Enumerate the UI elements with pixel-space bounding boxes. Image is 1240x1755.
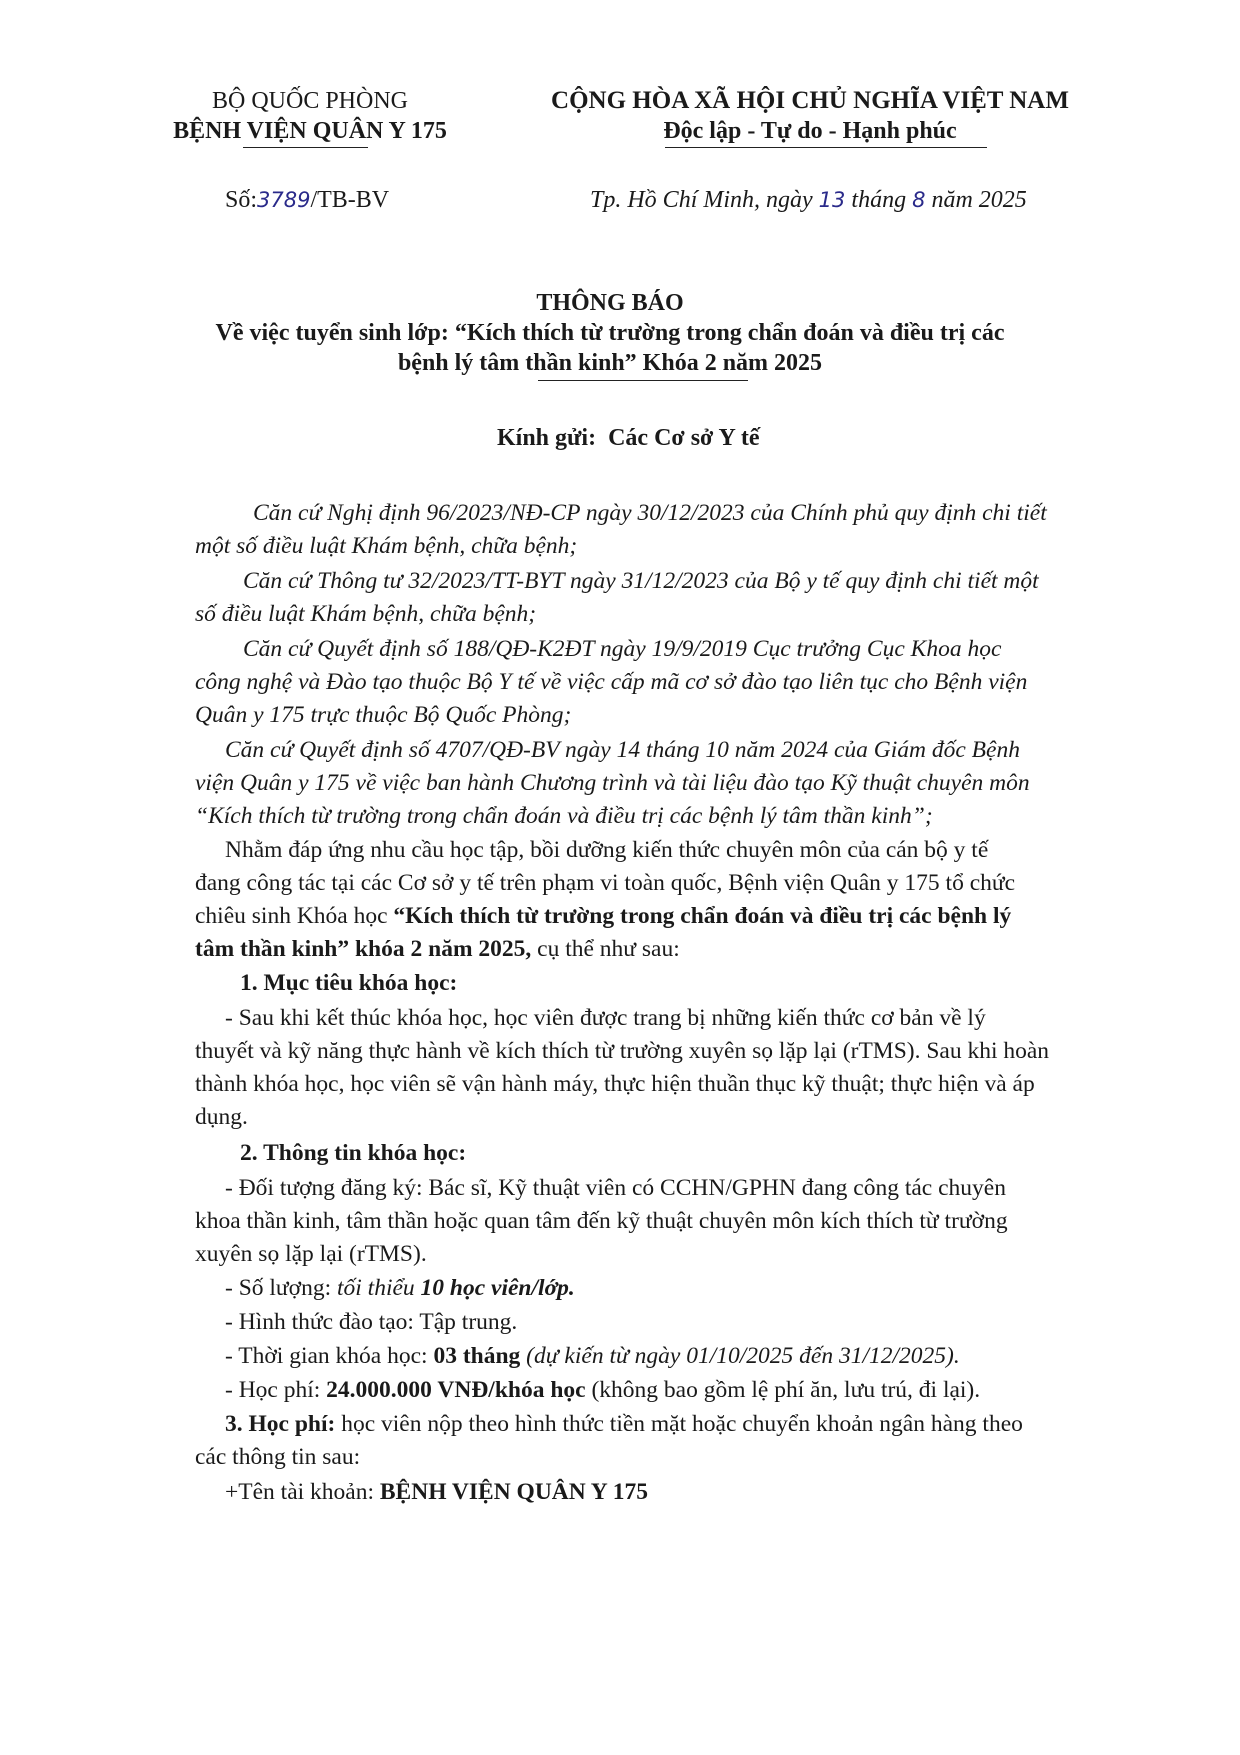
- intro-line-2: đang công tác tại các Cơ sở y tế trên phạm vi toàn quốc, Bệnh viện Quân y 175 tổ chức: [195, 870, 1016, 896]
- notice-heading: THÔNG BÁO: [536, 290, 684, 316]
- basis-1-line-2: một số điều luật Khám bệnh, chữa bệnh;: [195, 533, 578, 559]
- basis-1-line-1: Căn cứ Nghị định 96/2023/NĐ-CP ngày 30/12/2023 của Chính phủ quy định chi tiết: [253, 500, 1047, 526]
- section-2-audience-2: khoa thần kinh, tâm thần hoặc quan tâm đến kỹ thuật chuyên môn kích thích từ trường: [195, 1208, 1008, 1234]
- notice-subject-line-2: bệnh lý tâm thần kinh” Khóa 2 năm 2025: [397, 350, 823, 376]
- title-underline: [538, 380, 748, 381]
- section-2-quantity: - Số lượng: tối thiểu 10 học viên/lớp.: [225, 1275, 575, 1301]
- basis-2-line-1: Căn cứ Thông tư 32/2023/TT-BYT ngày 31/12/2023 của Bộ y tế quy định chi tiết một: [243, 568, 1039, 594]
- section-1-line-4: dụng.: [195, 1104, 248, 1130]
- ministry-name: BỘ QUỐC PHÒNG: [211, 88, 409, 114]
- section-3-title: 3. Học phí: học viên nộp theo hình thức tiền mặt hoặc chuyển khoản ngân hàng theo: [225, 1411, 1023, 1437]
- intro-line-1: Nhằm đáp ứng nhu cầu học tập, bồi dưỡng kiến thức chuyên môn của cán bộ y tế: [225, 837, 989, 863]
- section-2-format: - Hình thức đào tạo: Tập trung.: [225, 1309, 518, 1335]
- handwritten-day: 13: [818, 188, 846, 212]
- section-2-audience-1: - Đối tượng đăng ký: Bác sĩ, Kỹ thuật viên có CCHN/GPHN đang công tác chuyên: [225, 1175, 1006, 1201]
- intro-line-4: tâm thần kinh” khóa 2 năm 2025, cụ thể như sau:: [195, 936, 680, 962]
- account-name: +Tên tài khoản: BỆNH VIỆN QUÂN Y 175: [225, 1479, 648, 1505]
- motto-underline: [665, 147, 987, 148]
- section-2-duration: - Thời gian khóa học: 03 tháng (dự kiến từ ngày 01/10/2025 đến 31/12/2025).: [225, 1343, 960, 1369]
- section-3-line-2: các thông tin sau:: [195, 1444, 361, 1470]
- basis-4-line-1: Căn cứ Quyết định số 4707/QĐ-BV ngày 14 tháng 10 năm 2024 của Giám đốc Bệnh: [225, 737, 1020, 763]
- section-1-line-3: thành khóa học, học viên sẽ vận hành máy, thực hiện thuần thục kỹ thuật; thực hiện và áp: [195, 1071, 1035, 1097]
- notice-subject-line-1: Về việc tuyển sinh lớp: “Kích thích từ trường trong chẩn đoán và điều trị các: [215, 320, 1005, 346]
- basis-3-line-3: Quân y 175 trực thuộc Bộ Quốc Phòng;: [195, 702, 572, 728]
- basis-4-line-2: viện Quân y 175 về việc ban hành Chương trình và tài liệu đào tạo Kỹ thuật chuyên môn: [195, 770, 1030, 796]
- intro-line-3: chiêu sinh Khóa học “Kích thích từ trường trong chẩn đoán và điều trị các bệnh lý: [195, 903, 1012, 929]
- recipient-line: Kính gửi: Các Cơ sở Y tế: [497, 425, 760, 451]
- section-1-line-2: thuyết và kỹ năng thực hành về kích thích từ trường xuyên sọ lặp lại (rTMS). Sau khi hoàn: [195, 1038, 1050, 1064]
- basis-2-line-2: số điều luật Khám bệnh, chữa bệnh;: [195, 601, 537, 627]
- basis-4-line-3: “Kích thích từ trường trong chẩn đoán và điều trị các bệnh lý tâm thần kinh”;: [195, 803, 933, 829]
- hospital-name: BỆNH VIỆN QUÂN Y 175: [173, 118, 447, 144]
- issue-date: Tp. Hồ Chí Minh, ngày 13 tháng 8 năm 2025: [590, 187, 1027, 213]
- section-2-title: 2. Thông tin khóa học:: [240, 1140, 467, 1166]
- handwritten-month: 8: [912, 188, 926, 212]
- basis-3-line-2: công nghệ và Đào tạo thuộc Bộ Y tế về việc cấp mã cơ sở đào tạo liên tục cho Bệnh viện: [195, 669, 1028, 695]
- section-1-line-1: - Sau khi kết thúc khóa học, học viên được trang bị những kiến thức cơ bản về lý: [225, 1005, 986, 1031]
- document-number: Số:3789/TB-BV: [225, 187, 390, 213]
- handwritten-number: 3789: [257, 188, 311, 212]
- hospital-underline: [243, 147, 368, 148]
- section-1-title: 1. Mục tiêu khóa học:: [240, 970, 458, 996]
- section-2-audience-3: xuyên sọ lặp lại (rTMS).: [195, 1241, 427, 1267]
- basis-3-line-1: Căn cứ Quyết định số 188/QĐ-K2ĐT ngày 19/9/2019 Cục trưởng Cục Khoa học: [243, 636, 1002, 662]
- country-name: CỘNG HÒA XÃ HỘI CHỦ NGHĨA VIỆT NAM: [551, 87, 1069, 114]
- motto: Độc lập - Tự do - Hạnh phúc: [663, 118, 957, 144]
- section-2-fee: - Học phí: 24.000.000 VNĐ/khóa học (không bao gồm lệ phí ăn, lưu trú, đi lại).: [225, 1377, 981, 1403]
